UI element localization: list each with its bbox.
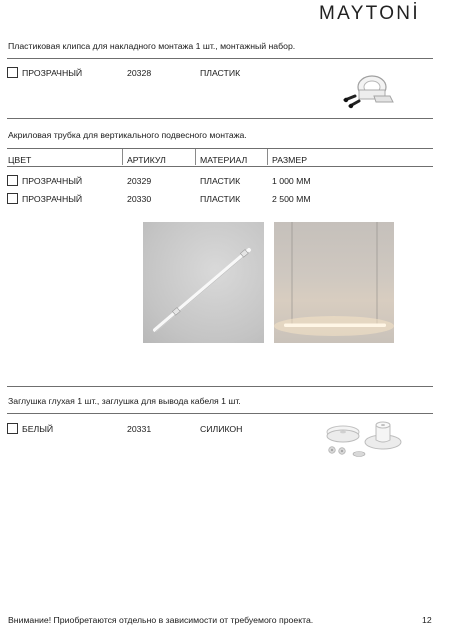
color-cell: ПРОЗРАЧНЫЙ <box>22 68 83 78</box>
checkbox-20329[interactable] <box>7 175 18 186</box>
color-cell: ПРОЗРАЧНЫЙ <box>22 194 83 204</box>
section-1-title: Пластиковая клипса для накладного монтажа 1 шт., монтажный набор. <box>8 41 296 51</box>
header-size: РАЗМЕР <box>272 155 307 165</box>
sku-cell: 20331 <box>127 424 152 434</box>
size-cell: 1 000 ММ <box>272 176 311 186</box>
section-2-header-bottom-divider <box>7 166 433 167</box>
section-3-title: Заглушка глухая 1 шт., заглушка для вывода кабеля 1 шт. <box>8 396 241 406</box>
page-number: 12 <box>422 615 432 625</box>
color-cell: ПРОЗРАЧНЫЙ <box>22 176 83 186</box>
color-cell: БЕЛЫЙ <box>22 424 54 434</box>
column-separator <box>122 149 123 165</box>
column-separator <box>267 149 268 165</box>
section-1-divider <box>7 58 433 59</box>
column-separator <box>195 149 196 165</box>
material-cell: ПЛАСТИК <box>200 68 241 78</box>
section-2-top-divider <box>7 118 433 119</box>
header-sku: АРТИКУЛ <box>127 155 166 165</box>
footer-note: Внимание! Приобретаются отдельно в зависимости от требуемого проекта. <box>8 615 314 625</box>
section-2-header-top-divider <box>7 148 433 149</box>
section-2-title: Акриловая трубка для вертикального подвесного монтажа. <box>8 130 247 140</box>
brand-logo: MAYTONİ <box>319 3 420 24</box>
sku-cell: 20328 <box>127 68 152 78</box>
header-color: ЦВЕТ <box>8 155 32 165</box>
clip-product-image <box>340 68 398 110</box>
tube-product-photo <box>143 222 264 343</box>
header-material: МАТЕРИАЛ <box>200 155 248 165</box>
checkbox-20331[interactable] <box>7 423 18 434</box>
checkbox-20330[interactable] <box>7 193 18 204</box>
installed-lamp-photo <box>274 222 394 343</box>
material-cell: ПЛАСТИК <box>200 194 241 204</box>
caps-product-image <box>325 416 407 458</box>
section-3-divider <box>7 413 433 414</box>
sku-cell: 20329 <box>127 176 152 186</box>
sku-cell: 20330 <box>127 194 152 204</box>
material-cell: ПЛАСТИК <box>200 176 241 186</box>
material-cell: СИЛИКОН <box>200 424 243 434</box>
size-cell: 2 500 ММ <box>272 194 311 204</box>
checkbox-20328[interactable] <box>7 67 18 78</box>
section-3-top-divider <box>7 386 433 387</box>
